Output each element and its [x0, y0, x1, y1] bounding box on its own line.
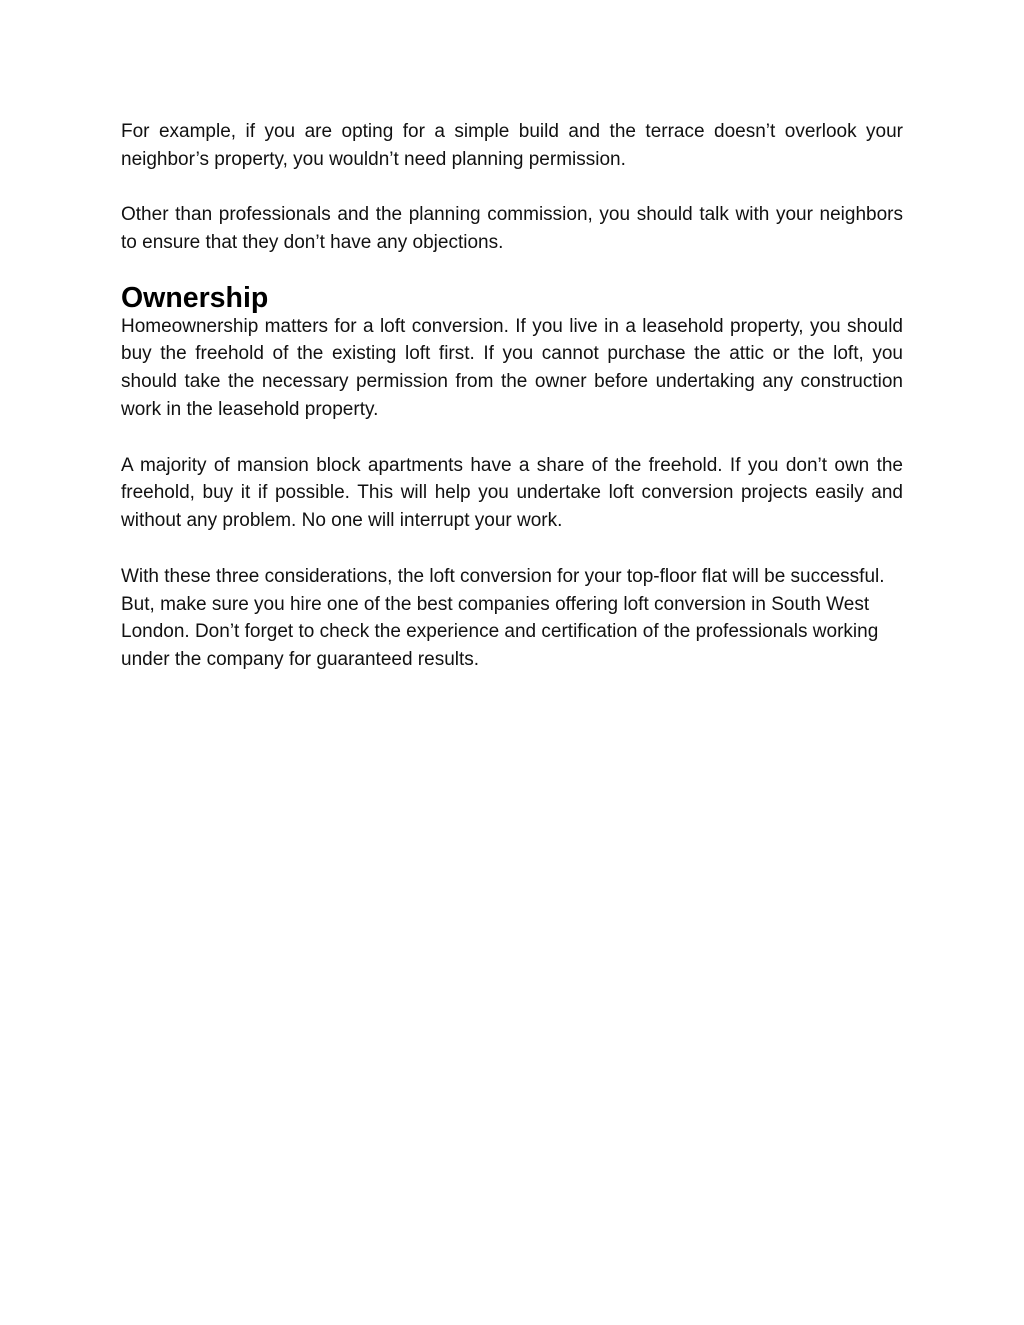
paragraph-homeownership: Homeownership matters for a loft conversion. If you live in a leasehold property, you should buy the freehold of the existing loft first. If you cannot purchase the attic or the loft, you should take the necessary permission from the owner before undertaking any construction work in the leasehold property.: [121, 315, 903, 420]
paragraph-mansion-block: A majority of mansion block apartments have a share of the freehold. If you don’t own the freehold, buy it if possible. This will help you undertake loft conversion projects easily and without any problem. No one will interrupt your work.: [121, 454, 903, 532]
paragraph-neighbors: Other than professionals and the planning commission, you should talk with your neighbors to ensure that they don’t have any objections.: [121, 204, 903, 254]
section-heading-ownership: Ownership: [121, 281, 269, 314]
paragraph-conclusion: With these three considerations, the loft conversion for your top-floor flat will be successful. But, make sure you hire one of the best companies offering loft conversion in South West London. Don’t forget to check the experience and certification of the professionals working under the company for guaranteed results.: [121, 565, 885, 671]
document-page: [121, 118, 903, 702]
paragraph-planning-permission: For example, if you are opting for a simple build and the terrace doesn’t overlook your neighbor’s property, you wouldn’t need planning permission.: [121, 121, 903, 170]
